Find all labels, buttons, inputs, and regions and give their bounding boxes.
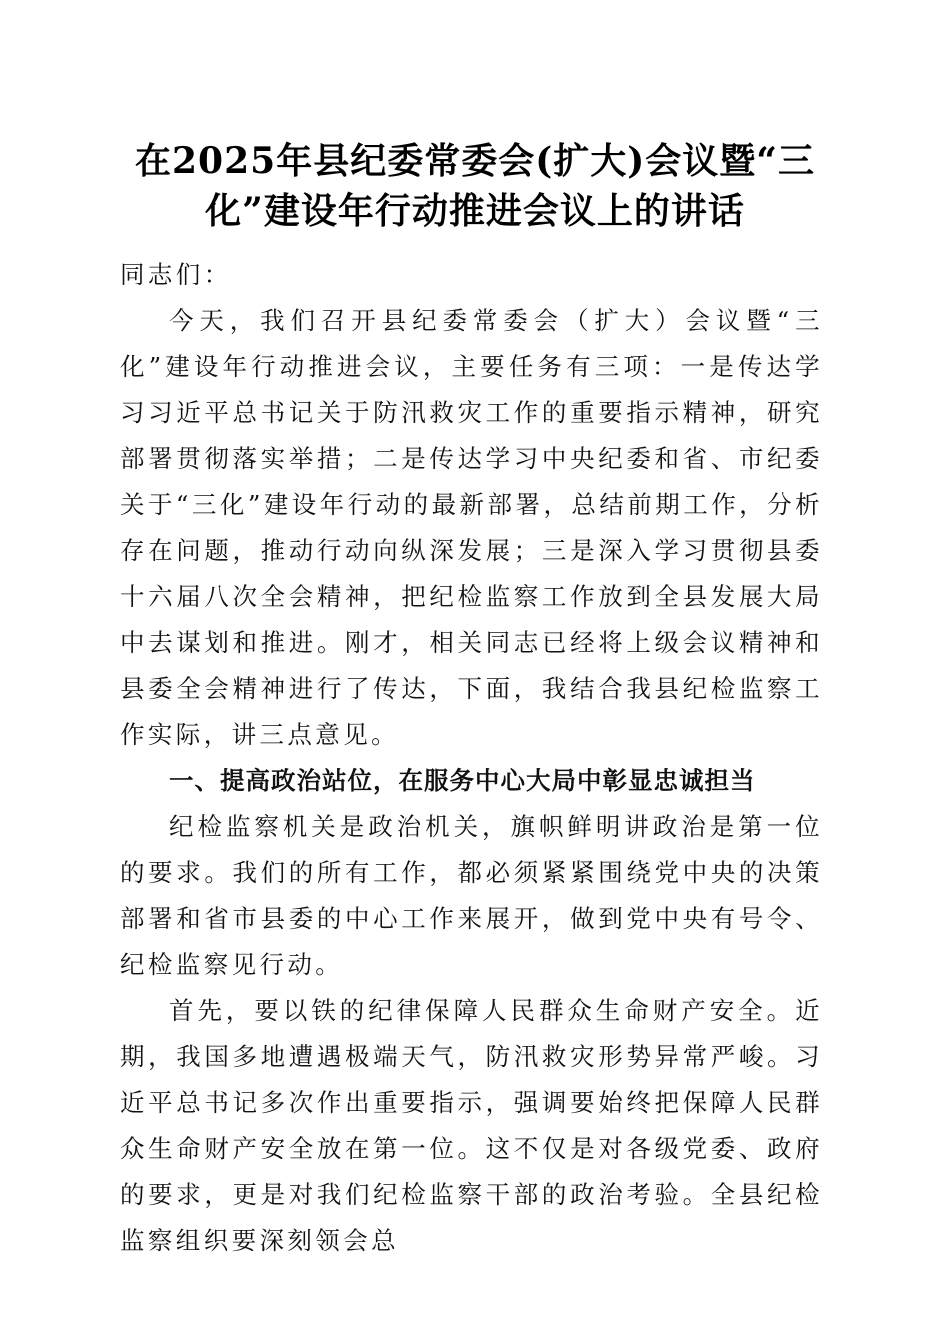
document-title xyxy=(130,136,820,236)
title-line-1: 在2025年县纪委常委会(扩大)会议暨“三 xyxy=(135,140,815,182)
salutation: 同志们： xyxy=(120,260,232,289)
document-body xyxy=(120,252,823,1264)
section-heading: 一、提高政治站位，在服务中心大局中彰显忠诚担当 xyxy=(169,766,756,795)
title-line-2: 化”建设年行动推进会议上的讲话 xyxy=(205,190,745,232)
intro-paragraph: 今天，我们召开县纪委常委会（扩大）会议暨“三化”建设年行动推进会议，主要任务有三项：一是传达学习习近平总书记关于防汛救灾工作的重要指示精神，研究部署贯彻落实举措；二是传达学习中央纪委和省、市纪委关于“三化”建设年行动的最新部署，总结前期工作，分析存在问题，推动行动向纵深发展；三是深入学习贯彻县委十六届八次全会精神，把纪检监察工作放到全县发展大局中去谋划和推进。刚才，相关同志已经将上级会议精神和县委全会精神进行了传达，下面，我结合我县纪检监察工作实际，讲三点意见。 xyxy=(120,306,823,749)
section-paragraph-1: 纪检监察机关是政治机关，旗帜鲜明讲政治是第一位的要求。我们的所有工作，都必须紧紧围绕党中央的决策部署和省市县委的中心工作来展开，做到党中央有号令、纪检监察见行动。 xyxy=(120,812,823,979)
section-paragraph-2: 首先，要以铁的纪律保障人民群众生命财产安全。近期，我国多地遭遇极端天气，防汛救灾形势异常严峻。习近平总书记多次作出重要指示，强调要始终把保障人民群众生命财产安全放在第一位。这不仅是对各级党委、政府的要求，更是对我们纪检监察干部的政治考验。全县纪检监察组织要深刻领会总 xyxy=(120,996,823,1255)
